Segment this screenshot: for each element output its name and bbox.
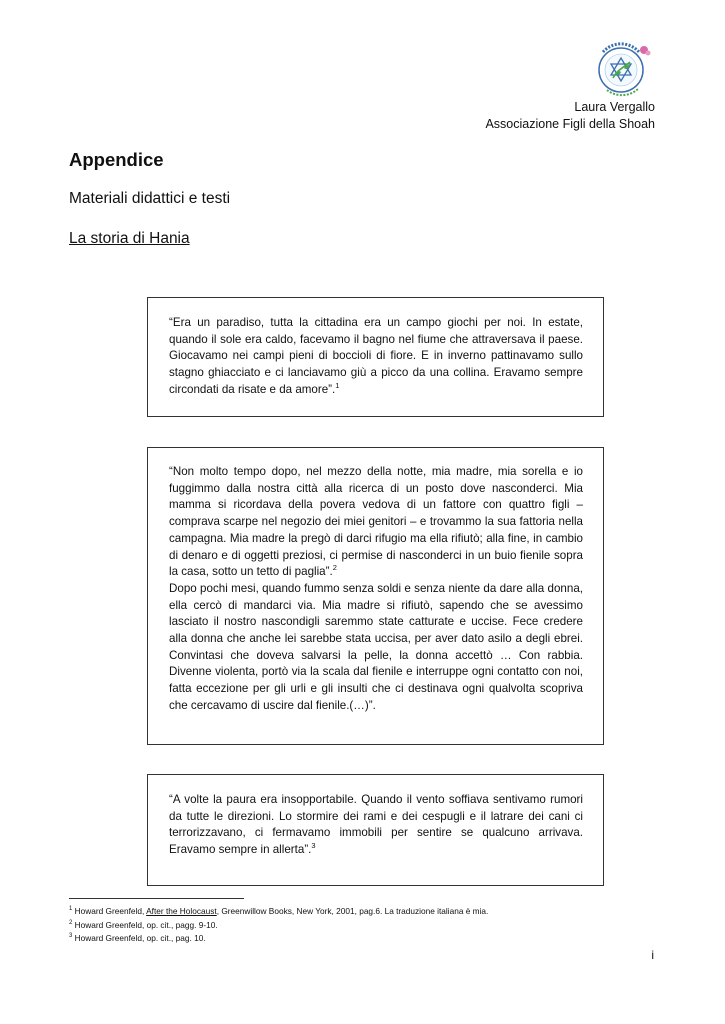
footnote-number: 3 bbox=[69, 933, 73, 940]
footnote-ref: 1 bbox=[335, 380, 340, 390]
footnote-item bbox=[69, 919, 488, 933]
quote-box-3 bbox=[147, 774, 604, 886]
page-subtitle: Materiali didattici e testi bbox=[69, 190, 231, 207]
footnote-text: , Greenwillow Books, New York, 2001, pag.6. La traduzione italiana è mia. bbox=[216, 906, 489, 916]
quote-body: “Non molto tempo dopo, nel mezzo della notte, mia madre, mia sorella e io fuggimmo dalla nostra città alla ricerca di un posto dove nasconderci. Mia mamma si ricordava della povera vedova di un fattore con quattro figli – comprava scarpe nel negozio dei miei genitori – e trovammo la sua fattoria nella campagna. Mia madre la pregò di darci rifugio ma ella rifiutò; alla fine, in cambio di denaro e di oggetti preziosi, ci permise di nasconderci in un buio fienile sopra la casa, sotto un tetto di paglia”. bbox=[169, 465, 583, 579]
footnote-item bbox=[69, 905, 488, 919]
quote-text bbox=[169, 464, 583, 581]
quote-continuation: Dopo pochi mesi, quando fummo senza soldi e senza niente da dare alla donna, ella cercò di mandarci via. Mia madre si rifiutò, sapendo che se avessimo lasciato il nostro nascondigli saremmo state catturate e uccise. Fece credere alla donna che anche lei sarebbe stata uccisa, per aver dato asilo a degli ebrei. Convintasi che doveva salvarsi la pelle, la donna accettò … Con rabbia. Divenne violenta, portò via la scala dal fienile e interruppe ogni contatto con noi, fatta eccezione per gli urli e gli insulti che ci destinava ogni qualvolta scopriva che cercavamo di uscire dal fienile.(…)”. bbox=[169, 581, 583, 712]
footnote-divider bbox=[69, 898, 244, 899]
association-logo bbox=[583, 40, 659, 98]
quote-text bbox=[169, 315, 583, 399]
footnote-text: Howard Greenfeld, op. cit., pag. 10. bbox=[74, 933, 206, 943]
quote-body: “A volte la paura era insopportabile. Quando il vento soffiava sentivamo rumori da tutte le direzioni. Lo stormire dei rami e dei cespugli e il latrare dei cani ci terrorizzavano, ci fermavamo immobili per sentire se qualcuno arrivava. Eravamo sempre in allerta”. bbox=[169, 793, 583, 857]
section-title: La storia di Hania bbox=[69, 230, 190, 247]
author-block bbox=[485, 99, 655, 133]
footnote-ref: 2 bbox=[332, 563, 337, 573]
quote-body: “Era un paradiso, tutta la cittadina era un campo giochi per noi. In estate, quando il sole era caldo, facevamo il bagno nel fiume che attraversava il paese. Giocavamo nei campi pieni di boccioli di fiore. E in inverno pattinavamo sullo stagno ghiacciato e ci lanciavamo giù a picco da una collina. Eravamo sempre circondati da risate e da amore”. bbox=[169, 316, 583, 396]
page-title: Appendice bbox=[69, 149, 164, 170]
quote-box-2 bbox=[147, 447, 604, 745]
footnote-number: 2 bbox=[69, 919, 73, 926]
footnotes bbox=[69, 905, 488, 946]
quote-box-1 bbox=[147, 297, 604, 417]
footnote-text: Howard Greenfeld, op. cit., pagg. 9-10. bbox=[74, 919, 218, 930]
book-title: After the Holocaust bbox=[146, 906, 217, 916]
footnote-text: Howard Greenfeld, bbox=[74, 906, 147, 916]
footnote-item bbox=[69, 932, 488, 946]
footnote-number: 1 bbox=[69, 906, 73, 913]
page-number: i bbox=[651, 948, 654, 962]
organization-name: Associazione Figli della Shoah bbox=[485, 117, 655, 131]
footnote-ref: 3 bbox=[311, 841, 316, 851]
author-name: Laura Vergallo bbox=[574, 100, 655, 114]
quote-text bbox=[169, 792, 583, 859]
